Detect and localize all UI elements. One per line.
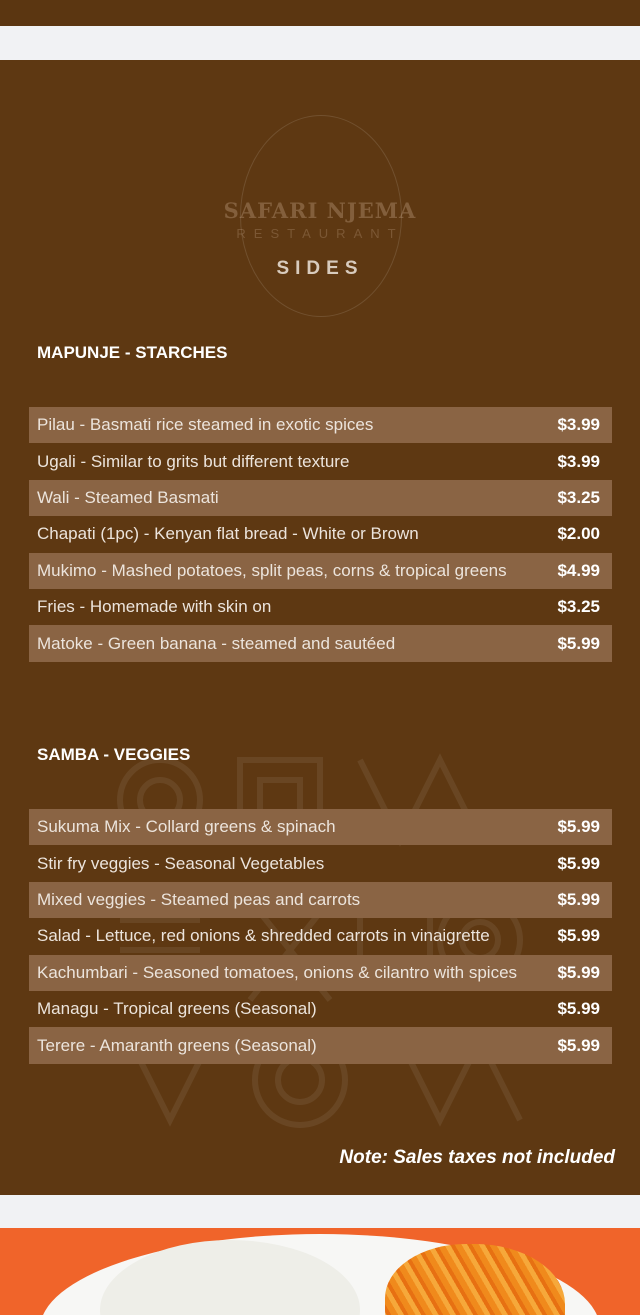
- item-name: Managu - Tropical greens (Seasonal): [37, 999, 317, 1019]
- item-price: $3.99: [557, 451, 600, 471]
- item-name: Kachumbari - Seasoned tomatoes, onions & cilantro with spices: [37, 962, 518, 982]
- item-name: Wali - Steamed Basmati: [37, 487, 219, 507]
- item-name: Mixed veggies - Steamed peas and carrots: [37, 889, 361, 909]
- menu-item: [29, 955, 612, 991]
- page-title: SIDES: [276, 258, 364, 279]
- item-price: $5.99: [557, 999, 600, 1019]
- menu-item: [29, 918, 612, 954]
- item-name: Fries - Homemade with skin on: [37, 597, 272, 617]
- item-price: $2.00: [557, 524, 600, 544]
- item-price: $5.99: [557, 633, 600, 653]
- menu-item: [29, 809, 612, 845]
- tax-note: Note: Sales taxes not included: [339, 1147, 615, 1168]
- menu-item: [29, 407, 612, 443]
- item-name: Ugali - Similar to grits but different texture: [37, 451, 350, 471]
- item-name: Matoke - Green banana - steamed and sautéed: [37, 633, 396, 653]
- section-title-veggies: SAMBA - VEGGIES: [37, 745, 191, 764]
- item-price: $5.99: [557, 926, 600, 946]
- restaurant-logo-name: SAFARI NJEMA: [223, 198, 417, 223]
- sides-menu-card: [0, 60, 640, 1195]
- item-price: $5.99: [557, 962, 600, 982]
- restaurant-logo-subtitle: RESTAURANT: [236, 226, 404, 241]
- item-price: $5.99: [557, 889, 600, 909]
- item-price: $5.99: [557, 853, 600, 873]
- starches-list: [29, 407, 612, 662]
- item-price: $3.25: [557, 487, 600, 507]
- menu-item: [29, 589, 612, 625]
- menu-item: [29, 516, 612, 552]
- item-price: $3.25: [557, 597, 600, 617]
- page-gap: [0, 1195, 640, 1228]
- item-price: $5.99: [557, 1035, 600, 1055]
- page-gap: [0, 26, 640, 60]
- item-name: Terere - Amaranth greens (Seasonal): [37, 1035, 317, 1055]
- food-photo[interactable]: [0, 1228, 640, 1315]
- item-price: $5.99: [557, 817, 600, 837]
- item-name: Salad - Lettuce, red onions & shredded carrots in vinaigrette: [37, 926, 490, 946]
- previous-menu-card-edge: [0, 0, 640, 26]
- item-name: Stir fry veggies - Seasonal Vegetables: [37, 853, 325, 873]
- menu-item: [29, 882, 612, 918]
- item-price: $4.99: [557, 560, 600, 580]
- section-title-starches: MAPUNJE - STARCHES: [37, 343, 228, 362]
- item-name: Sukuma Mix - Collard greens & spinach: [37, 817, 336, 837]
- item-name: Mukimo - Mashed potatoes, split peas, corns & tropical greens: [37, 560, 507, 580]
- item-name: Pilau - Basmati rice steamed in exotic spices: [37, 415, 374, 435]
- menu-item: [29, 845, 612, 881]
- menu-item: [29, 1027, 612, 1063]
- item-name: Chapati (1pc) - Kenyan flat bread - White or Brown: [37, 524, 419, 544]
- veggies-list: [29, 809, 612, 1064]
- menu-item: [29, 553, 612, 589]
- menu-item: [29, 480, 612, 516]
- menu-item: [29, 991, 612, 1027]
- menu-item: [29, 443, 612, 479]
- menu-item: [29, 625, 612, 661]
- item-price: $3.99: [557, 415, 600, 435]
